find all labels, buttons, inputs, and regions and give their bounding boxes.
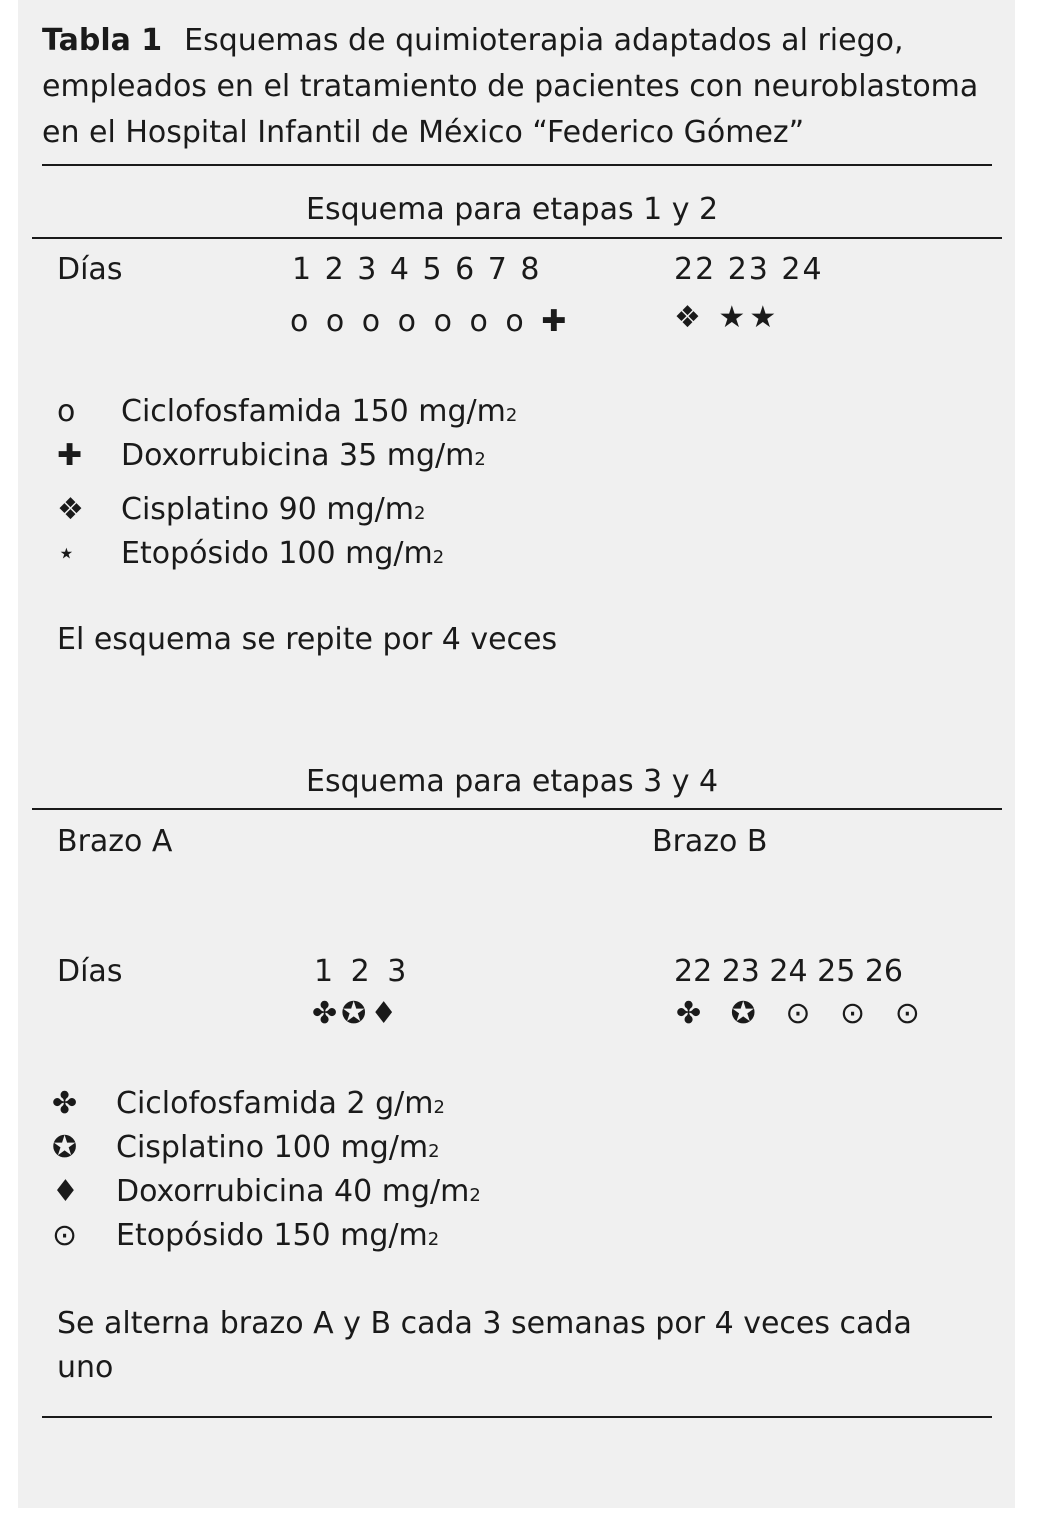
section1-heading: Esquema para etapas 1 y 2 — [306, 192, 719, 227]
legend-drug: Doxorrubicina 40 mg/m — [116, 1174, 470, 1209]
table-caption — [42, 18, 992, 156]
arm-b-label: Brazo B — [652, 824, 768, 859]
section1-days-group2: 22 23 24 — [674, 252, 824, 287]
legend-drug: Doxorrubicina 35 mg/m — [121, 438, 475, 473]
plus-icon: ✚ — [57, 438, 83, 473]
legend-item: ♦ Doxorrubicina 40 mg/m 2 — [52, 1172, 481, 1216]
section2-days-b: 22 23 24 25 26 — [674, 954, 904, 989]
bottom-rule — [42, 1416, 992, 1418]
legend-drug: Etopósido 150 mg/m — [116, 1218, 428, 1253]
caption-text: Esquemas de quimioterapia adaptados al riego, empleados en el tratamiento de pacientes con neuroblastoma en el Hospital Infantil de México “Federico Gómez” — [42, 23, 979, 150]
cross-icon: ✤ — [52, 1086, 78, 1121]
arm-a-label: Brazo A — [57, 824, 173, 859]
legend-item: ✪ Cisplatino 100 mg/m 2 — [52, 1128, 481, 1172]
diamond-icon: ♦ — [52, 1174, 79, 1209]
section1-rule — [32, 237, 1002, 239]
diamond-cross-icon: ❖ — [57, 492, 84, 527]
legend-drug: Cisplatino 100 mg/m — [116, 1130, 429, 1165]
section1-note: El esquema se repite por 4 veces — [57, 622, 558, 657]
section2-heading: Esquema para etapas 3 y 4 — [306, 764, 719, 799]
legend-item: ⊙ Etopósido 150 mg/m 2 — [52, 1216, 481, 1260]
section1-symbols-group1: o o o o o o o ✚ — [290, 304, 571, 339]
section1-days-group1: 1 2 3 4 5 6 7 8 — [292, 252, 542, 287]
section2-days-label: Días — [57, 954, 123, 989]
legend-item: o Ciclofosfamida 150 mg/m 2 — [57, 392, 517, 436]
circled-dot-icon: ⊙ — [52, 1218, 78, 1253]
section1-days-label: Días — [57, 252, 123, 287]
legend-drug: Ciclofosfamida 150 mg/m — [121, 394, 506, 429]
circle-icon: o — [57, 394, 76, 429]
section2-symbols-a: ✤✪♦ — [312, 996, 402, 1031]
legend-drug: Cisplatino 90 mg/m — [121, 492, 414, 527]
legend-item: ✚ Doxorrubicina 35 mg/m 2 — [57, 436, 517, 490]
legend-drug: Ciclofosfamida 2 g/m — [116, 1086, 434, 1121]
caption-lead: Tabla 1 — [42, 23, 163, 58]
legend-item: ⋆ Etopósido 100 mg/m 2 — [57, 534, 517, 578]
top-rule — [42, 164, 992, 166]
section2-note: Se alterna brazo A y B cada 3 semanas por 4 veces cada uno — [57, 1306, 912, 1385]
section2-rule — [32, 808, 1002, 810]
section2-symbols-b: ✤ ✪ ⊙ ⊙ ⊙ — [676, 996, 924, 1031]
legend-item: ❖ Cisplatino 90 mg/m 2 — [57, 490, 517, 534]
legend-item: ✤ Ciclofosfamida 2 g/m 2 — [52, 1084, 481, 1128]
star-icon: ⋆ — [57, 536, 76, 571]
legend-drug: Etopósido 100 mg/m — [121, 536, 433, 571]
section2-days-a: 1 2 3 — [314, 954, 409, 989]
circled-star-icon: ✪ — [52, 1130, 78, 1165]
section2-legend — [52, 1084, 481, 1260]
section1-legend — [57, 392, 517, 578]
section1-symbols-group2: ❖ ★★ — [674, 300, 781, 335]
